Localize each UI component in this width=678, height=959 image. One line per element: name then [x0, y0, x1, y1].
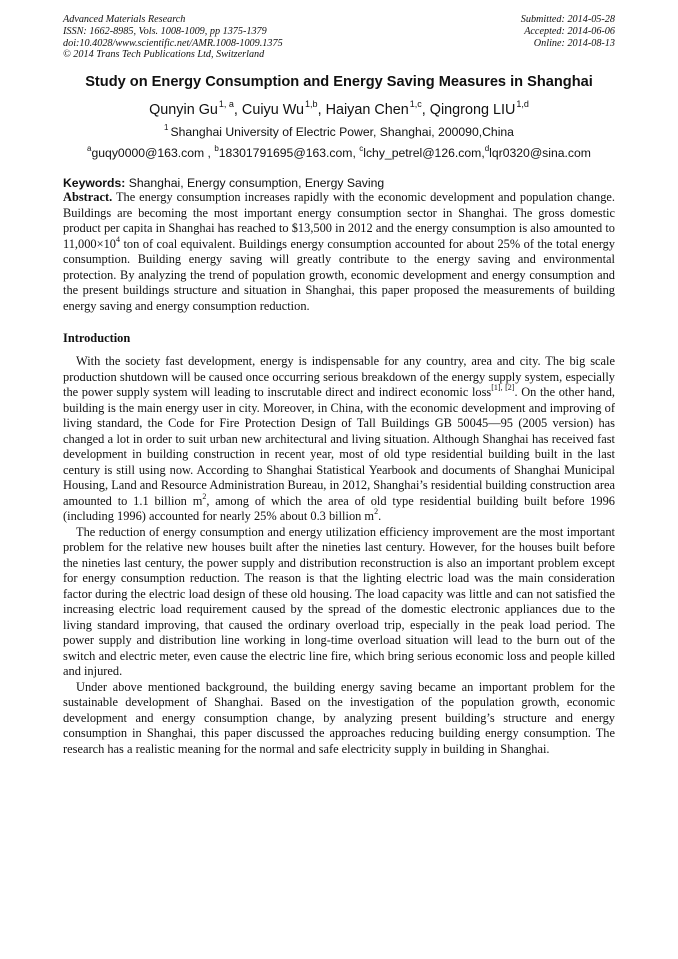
- unit-exponent: 2: [202, 491, 207, 501]
- email-address: lqr0320@sina.com: [489, 146, 591, 161]
- keywords-label: Keywords:: [63, 176, 126, 191]
- journal-copyright: © 2014 Trans Tech Publications Ltd, Switzerland: [63, 49, 265, 61]
- email-address: guqy0000@163.com: [91, 146, 205, 161]
- paper-title: Study on Energy Consumption and Energy Saving Measures in Shanghai: [85, 74, 593, 91]
- author-name: Qunyin Gu: [149, 102, 218, 119]
- journal-issn: ISSN: 1662-8985, Vols. 1008-1009, pp 1375-1379: [63, 25, 267, 37]
- affiliation-text: Shanghai University of Electric Power, Shanghai, 200090,China: [170, 125, 514, 140]
- affiliation: [63, 123, 615, 139]
- section-heading-introduction: Introduction: [63, 331, 131, 346]
- author-affil-mark: 1,c: [409, 99, 422, 110]
- intro-paragraph-1: [63, 354, 615, 525]
- author-affil-mark: 1,b: [305, 99, 318, 110]
- journal-doi: doi:10.4028/www.scientific.net/AMR.1008-1009.1375: [63, 37, 283, 49]
- keywords: [63, 176, 615, 190]
- paper-page: [63, 14, 615, 757]
- abstract-text-1: The energy consumption increases rapidly with the economic development and population change. Buildings are becoming the most important energy consumption sector in Shanghai. The gross domestic product per capita in Shanghai has reached to $13,500 in 2012 and the energy consumption is also amounted to 11,000×10: [63, 190, 616, 251]
- abstract-exponent: 4: [116, 234, 120, 244]
- paragraph-text: .: [378, 509, 382, 524]
- paragraph-text: , among of which the area of old type residential building built before 1996 (including 1996) accounted for nearly 25% about 0.3 billion m: [63, 493, 615, 524]
- intro-paragraph-3: Under above mentioned background, the building energy saving became an important problem for the sustainable development of Shanghai. Based on the investigation of the population growth, economic development and energy consumption change, by analyzing present building’s structure and energy consumption in Shanghai, this paper discussed the approaches reducing building energy consumption. The research has a realistic meaning for the normal and safe electricity supply in building in Shanghai.: [63, 679, 615, 756]
- intro-paragraph-2: The reduction of energy consumption and energy utilization efficiency improvement are the most important problem for the relative new houses built after the nineties last century. However, for the houses built before the nineties last century, the power supply and distribution reconstruction is also an important problem except for energy consumption reduction. The reason is that the lighting electric load was the main consideration factor during the electric load design of these old housing. The load capacity was little and can not satisfied the increasing electric load requirement caused by the spread of the domestic electronic appliances due to the living standard improving, that caused the ordinary overload trip, especially in the peak load period. The power supply and distribution line working in long-time overload situation will lead to the burn out of the switch and electric meter, even cause the electric line fire, which bring serious economic loss and people killed and injured.: [63, 524, 615, 679]
- journal-name: Advanced Materials Research: [63, 14, 186, 25]
- abstract: [63, 190, 615, 314]
- keywords-text: Shanghai, Energy consumption, Energy Saving: [128, 176, 385, 191]
- journal-info: [63, 14, 283, 61]
- email-mark: b: [214, 144, 219, 154]
- author-list: Qunyin Gu$^{1, a}$, Cuiyu Wu$^{1,b}$, Haiyan Chen$^{1,c}$, Qingrong LIU$^{1,d}$: [149, 99, 529, 119]
- publication-dates: [521, 14, 615, 61]
- accepted-date: Accepted: 2014-06-06: [524, 25, 615, 37]
- journal-header: [63, 14, 615, 61]
- email-mark: c: [359, 144, 364, 154]
- paragraph-text: . On the other hand, building is the main energy user in city. Moreover, in China, with the economic development and improving of living standard, the Code for Fire Protection Design of Tall Buildings GB 50045—95 (2005 version) has changed a lot in order to suit urban new architectural and living situation. Although Shanghai has received fast development in building construction in recent year, most of old type residential building built in the last century is still using now. According to Shanghai Statistical Yearbook and documents of Shanghai Municipal Housing, Land and Resource Administration Bureau, in 2012, Shanghai’s residential building construction area amounted to 1.1 billion m: [63, 385, 616, 508]
- abstract-text-2: ton of coal equivalent. Buildings energy consumption accounted for about 25% of the total energy consumption. Building energy saving will greatly contribute to the energy saving and environmental protection. By analyzing the trend of population growth, economic development and energy consumption and the present buildings structure and situation in Shanghai, this paper proposed the measurements of building energy saving and energy consumption reduction.: [63, 236, 615, 313]
- author-affil-mark: 1,d: [516, 99, 529, 110]
- author-name: Cuiyu Wu: [241, 102, 305, 119]
- author-name: Qingrong LIU: [429, 102, 516, 119]
- email-mark: d: [484, 144, 490, 154]
- author-name: Haiyan Chen: [325, 102, 409, 119]
- email-address: lchy_petrel@126.com: [363, 146, 482, 161]
- affiliation-mark: 1: [164, 123, 169, 133]
- abstract-label: Abstract.: [63, 190, 113, 205]
- citation-ref: [1], [2]: [491, 383, 515, 393]
- online-date: Online: 2014-08-13: [533, 37, 615, 49]
- author-affil-mark: 1, a: [218, 99, 234, 110]
- email-address: 18301791695@163.com: [218, 146, 353, 161]
- email-mark: a: [87, 144, 92, 154]
- unit-exponent: 2: [374, 507, 379, 517]
- submitted-date: Submitted: 2014-05-28: [520, 14, 615, 25]
- paragraph-text: With the society fast development, energy is indispensable for any country, area and city. The big scale production shutdown will be caused once occurring serious breakdown of the energy supply system, especially the power supply system will leading to inscrutable direct and indirect economic loss: [63, 354, 615, 400]
- author-emails: $^a$guqy0000@163.com , $^b$18301791695@163.com, $^c$lchy_petrel@126.com,$^d$lqr0320@sina.com: [87, 144, 591, 161]
